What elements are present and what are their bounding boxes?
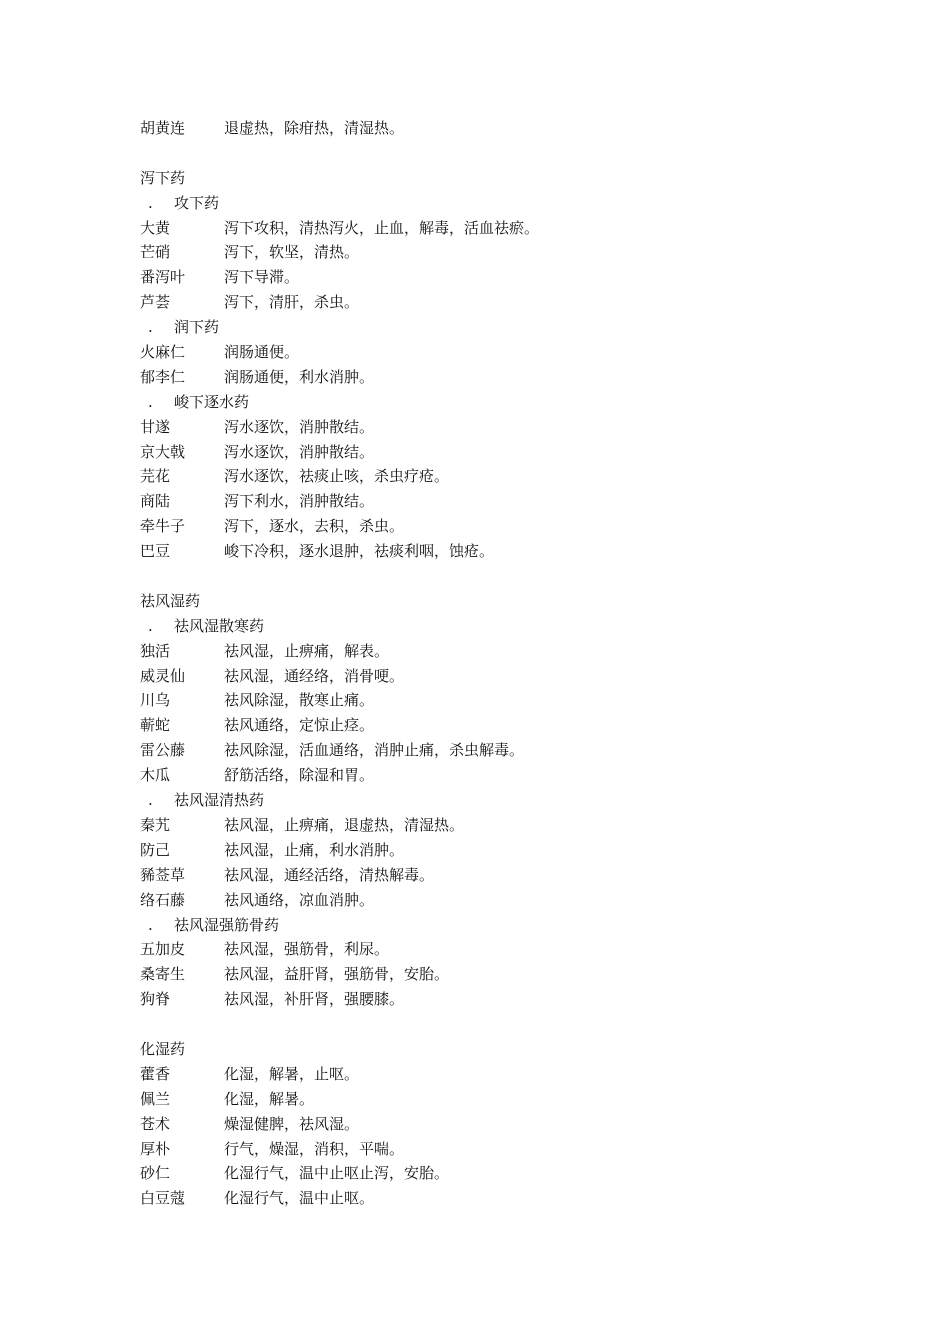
herb-effect: 润肠通便。	[224, 343, 300, 362]
subsection-heading	[140, 191, 900, 216]
herb-entry	[140, 265, 900, 290]
herb-effect: 祛风湿，补肝肾，强腰膝。	[224, 990, 405, 1009]
herb-name: 独活	[140, 641, 171, 660]
subsection-heading	[140, 913, 900, 938]
subsection-title: 攻下药	[174, 193, 220, 212]
herb-effect: 祛风通络，凉血消肿。	[224, 890, 375, 909]
herb-name: 商陆	[140, 492, 171, 511]
herb-entry	[140, 888, 900, 913]
herb-effect: 祛风湿，止痹痛，解表。	[224, 641, 390, 660]
herb-name: 佩兰	[140, 1089, 171, 1108]
herb-name: 砂仁	[140, 1164, 171, 1183]
herb-effect: 润肠通便，利水消肿。	[224, 367, 375, 386]
herb-entry	[140, 863, 900, 888]
herb-entry	[140, 489, 900, 514]
herb-name: 豨莶草	[140, 865, 186, 884]
herb-entry	[140, 688, 900, 713]
subsection-marker: .	[148, 318, 153, 337]
herb-entry	[140, 738, 900, 763]
herb-entry	[140, 1062, 900, 1087]
herb-effect: 化湿行气，温中止呕。	[224, 1189, 375, 1208]
herb-effect: 祛风湿，强筋骨，利尿。	[224, 940, 390, 959]
herb-name: 威灵仙	[140, 666, 186, 685]
herb-effect: 泻下导滞。	[224, 268, 300, 287]
herb-entry	[140, 1186, 900, 1211]
herb-entry	[140, 713, 900, 738]
herb-entry	[140, 464, 900, 489]
herb-entry	[140, 365, 900, 390]
subsection-marker: .	[148, 193, 153, 212]
herb-entry	[140, 937, 900, 962]
subsection-title: 峻下逐水药	[174, 392, 250, 411]
subsection-heading	[140, 788, 900, 813]
subsection-title: 祛风湿清热药	[174, 791, 265, 810]
herb-entry	[140, 763, 900, 788]
herb-entry	[140, 1137, 900, 1162]
subsection-heading	[140, 390, 900, 415]
herb-effect: 泻水逐饮，消肿散结。	[224, 442, 375, 461]
herb-effect: 舒筋活络，除湿和胃。	[224, 766, 375, 785]
herb-name: 巴豆	[140, 542, 171, 561]
herb-effect: 祛风除湿，活血通络，消肿止痛，杀虫解毒。	[224, 741, 525, 760]
section-heading: 祛风湿药	[140, 591, 201, 610]
herb-name: 火麻仁	[140, 343, 186, 362]
herb-name: 番泻叶	[140, 268, 186, 287]
subsection-marker: .	[148, 392, 153, 411]
herb-entry	[140, 440, 900, 465]
herb-effect: 化湿行气，温中止呕止泻，安胎。	[224, 1164, 450, 1183]
herb-name: 蕲蛇	[140, 716, 171, 735]
herb-entry	[140, 962, 900, 987]
herb-name: 络石藤	[140, 890, 186, 909]
herb-effect: 化湿，解暑。	[224, 1089, 315, 1108]
herb-name: 芫花	[140, 467, 171, 486]
herb-entry	[140, 639, 900, 664]
herb-effect: 泻下利水，消肿散结。	[224, 492, 375, 511]
herb-name: 京大戟	[140, 442, 186, 461]
herb-name: 狗脊	[140, 990, 171, 1009]
herb-effect: 祛风湿，止痹痛，退虚热，清湿热。	[224, 815, 465, 834]
herb-name: 牵牛子	[140, 517, 186, 536]
herb-effect: 退虚热，除疳热，清湿热。	[224, 119, 405, 137]
herb-name: 防己	[140, 840, 171, 859]
subsection-marker: .	[148, 791, 153, 810]
subsection-title: 祛风湿散寒药	[174, 616, 265, 635]
herb-entry	[140, 664, 900, 689]
herb-entry	[140, 1087, 900, 1112]
herb-name: 芦荟	[140, 293, 171, 312]
herb-effect: 泻水逐饮，祛痰止咳，杀虫疗疮。	[224, 467, 450, 486]
blank-line	[140, 1012, 900, 1037]
herb-effect: 泻下，逐水，去积，杀虫。	[224, 517, 405, 536]
subsection-heading	[140, 315, 900, 340]
herb-effect: 燥湿健脾，祛风湿。	[224, 1114, 360, 1133]
subsection-title: 祛风湿强筋骨药	[174, 915, 280, 934]
herb-entry	[140, 838, 900, 863]
herb-entry	[140, 539, 900, 564]
herb-name: 川乌	[140, 691, 171, 710]
herb-name: 胡黄连	[140, 119, 186, 137]
herb-entry	[140, 514, 900, 539]
herb-name: 五加皮	[140, 940, 186, 959]
herb-name: 郁李仁	[140, 367, 186, 386]
blank-line	[140, 564, 900, 589]
herb-name: 藿香	[140, 1064, 171, 1083]
herb-name: 雷公藤	[140, 741, 186, 760]
herb-entry	[140, 987, 900, 1012]
subsection-marker: .	[148, 616, 153, 635]
herb-effect: 祛风湿，通经络，消骨哽。	[224, 666, 405, 685]
herb-name: 芒硝	[140, 243, 171, 262]
herb-effect: 化湿，解暑，止呕。	[224, 1064, 360, 1083]
subsection-heading	[140, 614, 900, 639]
herb-effect: 泻下攻积，清热泻火，止血，解毒，活血祛瘀。	[224, 218, 540, 237]
herb-entry	[140, 1112, 900, 1137]
herb-entry	[140, 290, 900, 315]
herb-entry	[140, 340, 900, 365]
herb-effect: 峻下冷积，逐水退肿，祛痰利咽，蚀疮。	[224, 542, 495, 561]
section-heading: 化湿药	[140, 1039, 186, 1058]
herb-effect: 祛风除湿，散寒止痛。	[224, 691, 375, 710]
herb-name: 桑寄生	[140, 965, 186, 984]
herb-entry	[140, 216, 900, 241]
herb-name: 厚朴	[140, 1139, 171, 1158]
herb-name: 苍术	[140, 1114, 171, 1133]
document-body	[140, 116, 900, 1211]
herb-effect: 泻水逐饮，消肿散结。	[224, 417, 375, 436]
subsection-marker: .	[148, 915, 153, 934]
herb-effect: 泻下，软坚，清热。	[224, 243, 360, 262]
subsection-title: 润下药	[174, 318, 220, 337]
herb-entry	[140, 240, 900, 265]
herb-effect: 祛风湿，止痛，利水消肿。	[224, 840, 405, 859]
herb-name: 白豆蔻	[140, 1189, 186, 1208]
herb-entry	[140, 1161, 900, 1186]
herb-entry	[140, 813, 900, 838]
herb-effect: 祛风通络，定惊止痉。	[224, 716, 375, 735]
herb-entry	[140, 415, 900, 440]
section-heading: 泻下药	[140, 168, 186, 187]
herb-effect: 祛风湿，通经活络，清热解毒。	[224, 865, 435, 884]
herb-name: 木瓜	[140, 766, 171, 785]
herb-name: 秦艽	[140, 815, 171, 834]
herb-entry	[140, 116, 900, 141]
herb-name: 大黄	[140, 218, 171, 237]
herb-effect: 泻下，清肝，杀虫。	[224, 293, 360, 312]
herb-name: 甘遂	[140, 417, 171, 436]
herb-effect: 行气，燥湿，消积，平喘。	[224, 1139, 405, 1158]
herb-effect: 祛风湿，益肝肾，强筋骨，安胎。	[224, 965, 450, 984]
blank-line	[140, 141, 900, 166]
